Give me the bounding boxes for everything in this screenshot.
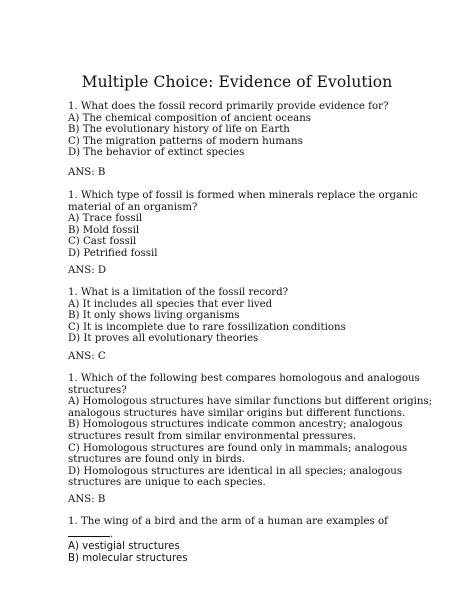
answer-option: D) Homologous structures are identical in all species; analogous <box>68 465 403 477</box>
answer-key: ANS: C <box>68 351 106 362</box>
answer-option: A) The chemical composition of ancient oceans <box>68 112 312 124</box>
answer-option: C) The migration patterns of modern humans <box>68 135 303 147</box>
answer-option: C) Homologous structures are found only in mammals; analogous <box>68 442 408 454</box>
question-stem: material of an organism? <box>68 201 198 213</box>
answer-option: structures result from similar environmental pressures. <box>68 430 357 442</box>
answer-option: A) It includes all species that ever lived <box>68 298 273 310</box>
question-3 <box>68 287 408 345</box>
answer-key: ANS: B <box>68 167 106 178</box>
answer-option: structures are found only in birds. <box>68 454 246 466</box>
answer-key: ANS: B <box>68 494 106 505</box>
answer-option: D) The behavior of extinct species <box>68 147 245 159</box>
answer-option: A) Trace fossil <box>68 213 143 225</box>
question-stem-tail: . <box>110 528 114 540</box>
answer-option: B) Homologous structures indicate common ancestry; analogous <box>68 419 403 431</box>
fill-in-blank <box>68 528 110 537</box>
question-stem: 1. Which type of fossil is formed when minerals replace the organic <box>68 190 418 201</box>
answer-option: A) Homologous structures have similar functions but different origins; <box>68 396 433 408</box>
question-stem: 1. What does the fossil record primarily provide evidence for? <box>68 101 389 112</box>
question-stem: 1. What is a limitation of the fossil record? <box>68 287 289 298</box>
answer-option: B) It only shows living organisms <box>68 310 240 322</box>
question-stem: 1. Which of the following best compares homologous and analogous <box>68 373 420 384</box>
answer-option: D) It proves all evolutionary theories <box>68 333 259 345</box>
answer-option: B) molecular structures <box>68 552 188 564</box>
answer-option: A) vestigial structures <box>68 541 180 553</box>
question-1 <box>68 101 408 159</box>
answer-option: C) It is incomplete due to rare fossilization conditions <box>68 321 346 333</box>
question-stem: structures? <box>68 384 127 396</box>
answer-option: structures are unique to each species. <box>68 477 266 489</box>
answer-option: B) Mold fossil <box>68 224 140 236</box>
answer-key: ANS: D <box>68 265 107 276</box>
answer-option: analogous structures have similar origins but different functions. <box>68 407 406 419</box>
question-stem: 1. The wing of a bird and the arm of a human are examples of <box>68 516 388 527</box>
answer-option: C) Cast fossil <box>68 236 137 248</box>
answer-option: D) Petrified fossil <box>68 247 158 259</box>
question-4 <box>68 373 433 489</box>
question-5 <box>68 516 408 564</box>
question-stem-blank-line <box>68 528 408 541</box>
answer-option: B) The evolutionary history of life on Earth <box>68 124 290 136</box>
question-2 <box>68 190 418 260</box>
document-title: Multiple Choice: Evidence of Evolution <box>81 73 393 91</box>
